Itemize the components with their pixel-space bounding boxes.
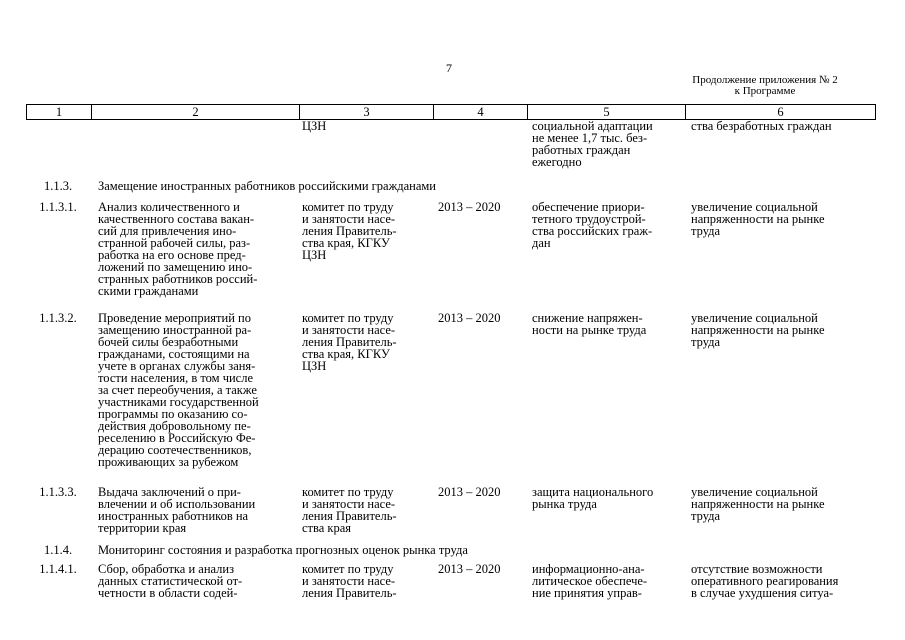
carryover-risk: ства безработных граждан — [691, 119, 832, 133]
row-risk: отсутствие возможности оперативного реагирования в случае ухудшения ситуа- — [691, 562, 839, 600]
row-period: 2013 – 2020 — [438, 200, 501, 214]
row-risk: увеличение социальной напряженности на рынке труда — [691, 200, 825, 238]
row-result: обеспечение приори- тетного трудоустрой- ства российских граж- дан — [532, 200, 653, 250]
section-title: Мониторинг состояния и разработка прогнозных оценок рынка труда — [98, 543, 468, 557]
row-period: 2013 – 2020 — [438, 485, 501, 499]
section-number: 1.1.4. — [43, 543, 73, 557]
row-description: Выдача заключений о при- влечении и об использовании иностранных работников на территории края — [98, 485, 256, 535]
row-result: защита национального рынка труда — [532, 485, 654, 511]
row-description: Анализ количественного и качественного состава вакан- сий для привлечения ино- странной рабочей силы, раз- работка на его основе пред- ложений по замещению ино- странных работников россий- скими гражданами — [98, 200, 258, 298]
column-header-3: 3 — [363, 105, 370, 119]
table-header-row — [26, 104, 876, 120]
carryover-result: социальной адаптации не менее 1,7 тыс. без- работных граждан ежегодно — [532, 119, 653, 169]
appendix-note-line-2: к Программе — [734, 85, 796, 97]
row-description: Сбор, обработка и анализ данных статистической от- четности в области содей- — [98, 562, 243, 600]
row-description: Проведение мероприятий по замещению иностранной ра- бочей силы безработными гражданами, состоящими на учете в органах службы заня- тости населения, в том числе за счет переобучения, а также участниками государственной программы по оказанию со- действия добровольному пе- реселению в Российскую Фе- дерацию соотечественников, проживающих за рубежом — [98, 311, 259, 469]
row-period: 2013 – 2020 — [438, 562, 501, 576]
section-title: Замещение иностранных работников российскими гражданами — [98, 179, 436, 193]
row-executor: комитет по труду и занятости насе- ления Правитель- ства края, КГКУ ЦЗН — [302, 311, 397, 373]
appendix-note-line-1: Продолжение приложения № 2 — [692, 74, 838, 86]
section-number: 1.1.3. — [43, 179, 73, 193]
row-result: снижение напряжен- ности на рынке труда — [532, 311, 647, 337]
column-header-6: 6 — [777, 105, 784, 119]
appendix-note — [690, 75, 840, 97]
row-executor: комитет по труду и занятости насе- ления Правитель- ства края — [302, 485, 397, 535]
row-executor: комитет по труду и занятости насе- ления Правитель- — [302, 562, 397, 600]
page-number: 7 — [446, 61, 452, 75]
row-executor: комитет по труду и занятости насе- ления Правитель- ства края, КГКУ ЦЗН — [302, 200, 397, 262]
row-result: информационно-ана- литическое обеспече- ние принятия управ- — [532, 562, 648, 600]
column-header-1: 1 — [55, 105, 63, 119]
column-header-2: 2 — [192, 105, 199, 119]
row-risk: увеличение социальной напряженности на рынке труда — [691, 311, 825, 349]
row-number: 1.1.3.3. — [39, 485, 77, 499]
column-header-4: 4 — [477, 105, 484, 119]
row-number: 1.1.3.1. — [39, 200, 77, 214]
column-header-5: 5 — [603, 105, 610, 119]
row-period: 2013 – 2020 — [438, 311, 501, 325]
carryover-executor: ЦЗН — [302, 119, 327, 133]
row-number: 1.1.3.2. — [39, 311, 77, 325]
row-number: 1.1.4.1. — [39, 562, 77, 576]
row-risk: увеличение социальной напряженности на рынке труда — [691, 485, 825, 523]
